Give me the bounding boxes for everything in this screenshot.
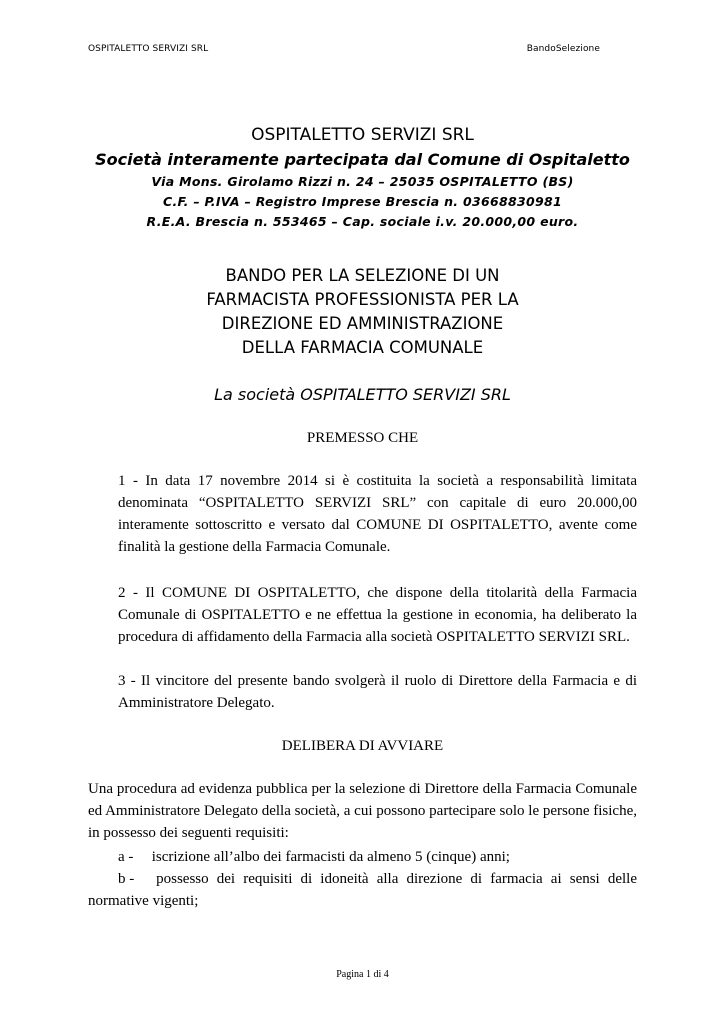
list-marker: b - [118, 871, 135, 887]
list-text: possesso dei requisiti di idoneità alla direzione di farmacia ai sensi delle normative vigenti; [88, 871, 638, 909]
company-rea: R.E.A. Brescia n. 553465 – Cap. sociale i.v. 20.000,00 euro. [146, 214, 579, 229]
header-left: OSPITALETTO SERVIZI SRL [88, 44, 209, 54]
page-footer: Pagina 1 di 4 [336, 969, 389, 980]
delibera-heading: DELIBERA DI AVVIARE [281, 738, 444, 754]
premesso-paragraph-1: 1 - In data 17 novembre 2014 si è costituita la società a responsabilità limitata denominata “OSPITALETTO SERVIZI SRL” con capitale di euro 20.000,00 interamente sottoscritto e versato dal COMUNE DI OSPITALETTO, avente come finalità la gestione della Farmacia Comunale. [118, 473, 637, 555]
list-text: iscrizione all’albo dei farmacisti da almeno 5 (cinque) anni; [151, 849, 510, 865]
company-name: OSPITALETTO SERVIZI SRL [251, 125, 474, 145]
premesso-heading: PREMESSO CHE [306, 430, 419, 446]
premesso-paragraph-2: 2 - Il COMUNE DI OSPITALETTO, che dispone della titolarità della Farmacia Comunale di OSPITALETTO e ne effettua la gestione in economia, ha deliberato la procedura di affidamento della Farmacia alla società OSPITALETTO SERVIZI SRL. [118, 585, 637, 645]
title-line-2: FARMACISTA PROFESSIONISTA PER LA [206, 290, 519, 309]
list-marker: a - [118, 849, 134, 865]
title-line-4: DELLA FARMACIA COMUNALE [241, 338, 484, 357]
delibera-paragraph: Una procedura ad evidenza pubblica per la selezione di Direttore della Farmacia Comunale ed Amministratore Delegato della società, a cui possono partecipare solo le persone fisiche, in possesso dei seguenti requisiti: [88, 781, 637, 841]
header-right: BandoSelezione [526, 44, 600, 54]
document-title [0, 264, 725, 360]
premesso-paragraph-3: 3 - Il vincitore del presente bando svolgerà il ruolo di Direttore della Farmacia e di Amministratore Delegato. [118, 673, 637, 711]
company-block [0, 122, 725, 232]
company-address: Via Mons. Girolamo Rizzi n. 24 – 25035 OSPITALETTO (BS) [151, 174, 574, 189]
company-tax: C.F. – P.IVA – Registro Imprese Brescia n. 03668830981 [163, 194, 562, 209]
society-line: La società OSPITALETTO SERVIZI SRL [214, 385, 511, 404]
title-line-3: DIREZIONE ED AMMINISTRAZIONE [221, 314, 504, 333]
company-subtitle: Società interamente partecipata dal Comune di Ospitaletto [95, 150, 630, 169]
list-item [88, 868, 637, 912]
title-line-1: BANDO PER LA SELEZIONE DI UN [225, 266, 500, 285]
list-item [88, 846, 637, 868]
